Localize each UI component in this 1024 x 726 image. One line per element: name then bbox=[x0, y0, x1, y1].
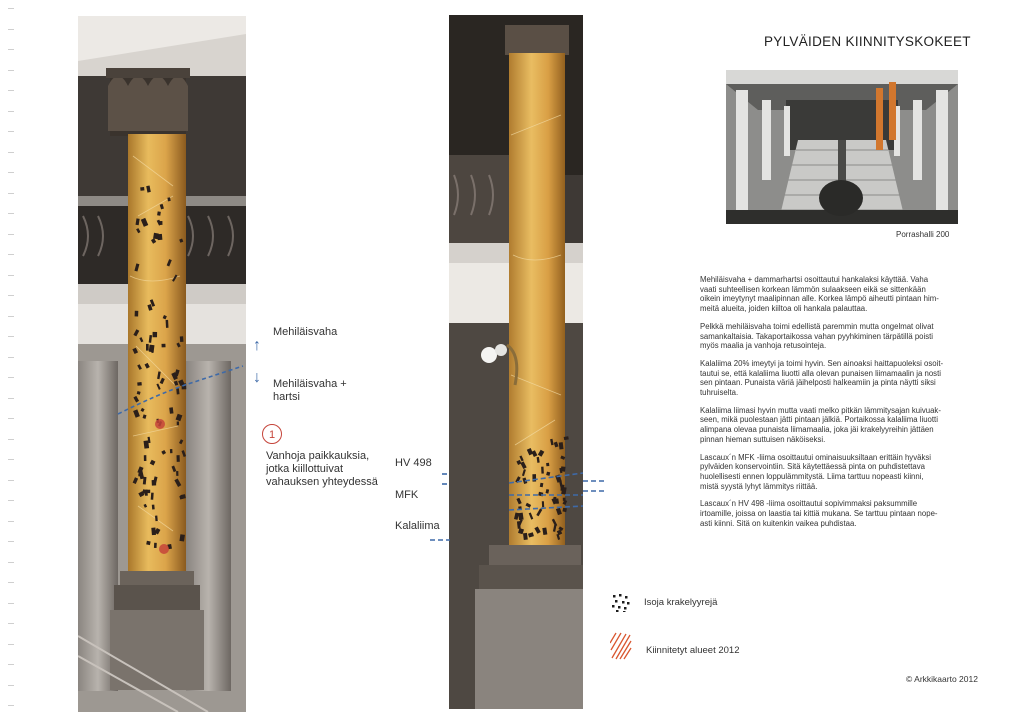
paragraph-line: tuhruiselta. bbox=[700, 388, 739, 398]
crack-dots-icon bbox=[610, 592, 630, 612]
paragraph-line: oikein imeytynyt maalipinnan alle. Korkea lämpö aiheutti pintaan him- bbox=[700, 294, 939, 304]
paragraph-line: meitä alueita, joiden kiiltoa oli hankala palauttaa. bbox=[700, 304, 868, 314]
paragraph bbox=[700, 359, 972, 398]
paragraph-line: irtoamille, joissa on laastia tai kittiä mukana. Se tarttuu pintaan nope- bbox=[700, 509, 938, 519]
label-line: Vanhoja paikkauksia, bbox=[266, 450, 370, 462]
number-badge: 1 bbox=[262, 424, 282, 444]
paragraph-line: vaati suhteellisen korkean lämmön sulaakseen eikä se sittenkään bbox=[700, 284, 926, 294]
paragraph-line: seen, mikä puolestaan jätti pintaan jälkiä. Portaikossa kalaliima liuotti bbox=[700, 415, 938, 425]
label-kalaliima: Kalaliima bbox=[395, 520, 440, 532]
paragraph-line: tautui se, että kalaliima liuotti alla olevan punaisen liimamaalin ja nosti bbox=[700, 368, 941, 378]
column-photo-right bbox=[449, 15, 583, 709]
legend-label: Isoja krakelyyrejä bbox=[644, 596, 718, 608]
paragraph-line: pinnan hieman suttuisen näköiseksi. bbox=[700, 434, 826, 444]
arrow-up-icon: ↑ bbox=[253, 337, 261, 354]
legend-item bbox=[610, 632, 739, 660]
binding-marks bbox=[6, 0, 16, 726]
paragraph-line: myös maalia ja vanhoja retusointeja. bbox=[700, 341, 827, 351]
paragraph-line: mistä syystä lyhyt lämmitys riittää. bbox=[700, 481, 818, 491]
paragraph bbox=[700, 322, 972, 351]
paragraph-line: alimpana olevaa punaista liimamaalia, joka jäi krakelyyreihin jättäen bbox=[700, 425, 934, 435]
label-line: hartsi bbox=[273, 391, 300, 403]
paragraph bbox=[700, 453, 972, 492]
arrow-down-icon: ↓ bbox=[253, 369, 261, 386]
paragraph-line: pylväiden konservointiin. Sitä käytettäessä pinta on puhdistettava bbox=[700, 462, 925, 472]
label-line: Mehiläisvaha + bbox=[273, 378, 347, 390]
text-paragraphs bbox=[700, 275, 972, 536]
paragraph bbox=[700, 499, 972, 528]
connector-lines-right bbox=[583, 475, 607, 505]
paragraph-line: Lascaux´n MFK -liima osoittautui ominaisuuksiltaan erittäin hyväksi bbox=[700, 452, 931, 462]
label-old-patches bbox=[266, 450, 378, 489]
paragraph-line: Lascaux´n HV 498 -liima osoittautui sopivimmaksi paksummille bbox=[700, 499, 918, 509]
label-line: jotka kiillottuivat bbox=[266, 463, 344, 475]
hatch-area-icon bbox=[610, 632, 632, 660]
paragraph bbox=[700, 406, 972, 445]
paragraph bbox=[700, 275, 972, 314]
paragraph-line: Kalaliima liimasi hyvin mutta vaati melko pitkän lämmitysajan kuivuak- bbox=[700, 405, 941, 415]
paragraph-line: asti kiinni. Sitä on kuitenkin vaikea puhdistaa. bbox=[700, 518, 857, 528]
label-mehilaisvaha: Mehiläisvaha bbox=[273, 326, 338, 338]
legend-label: Kiinnitetyt alueet 2012 bbox=[646, 644, 740, 656]
paragraph-line: huolellisesti ennen loppulämmitystä. Liima tarttuu nopeasti kiinni, bbox=[700, 471, 924, 481]
column-photo-left bbox=[78, 16, 246, 712]
label-hv498: HV 498 bbox=[395, 457, 432, 469]
paragraph-line: Mehiläisvaha + dammarhartsi osoittautui hankalaksi käyttää. Vaha bbox=[700, 275, 929, 284]
paragraph-line: samankaltaisia. Takaportaikossa vahan pyyhkiminen tärpätillä poisti bbox=[700, 331, 934, 341]
connector-lines bbox=[410, 460, 450, 550]
label-mfk: MFK bbox=[395, 489, 419, 501]
copyright: © Arkkikaarto 2012 bbox=[906, 674, 978, 684]
label-mehilaisvaha-hartsi bbox=[273, 378, 347, 404]
legend-item bbox=[610, 592, 717, 612]
label-line: vahauksen yhteydessä bbox=[266, 476, 378, 488]
photo-caption: Porrashalli 200 bbox=[896, 230, 950, 239]
paragraph-line: Pelkkä mehiläisvaha toimi edellistä paremmin mutta ongelmat olivat bbox=[700, 321, 934, 331]
paragraph-line: Kalaliima 20% imeytyi ja toimi hyvin. Sen ainoaksi haittapuoleksi osoit- bbox=[700, 358, 944, 368]
hall-photo bbox=[726, 70, 958, 224]
paragraph-line: sen pintaan. Punaista väriä jäihelposti halkeamiin ja pinta näytti siksi bbox=[700, 378, 936, 388]
page-title: PYLVÄIDEN KIINNITYSKOKEET bbox=[764, 34, 971, 49]
